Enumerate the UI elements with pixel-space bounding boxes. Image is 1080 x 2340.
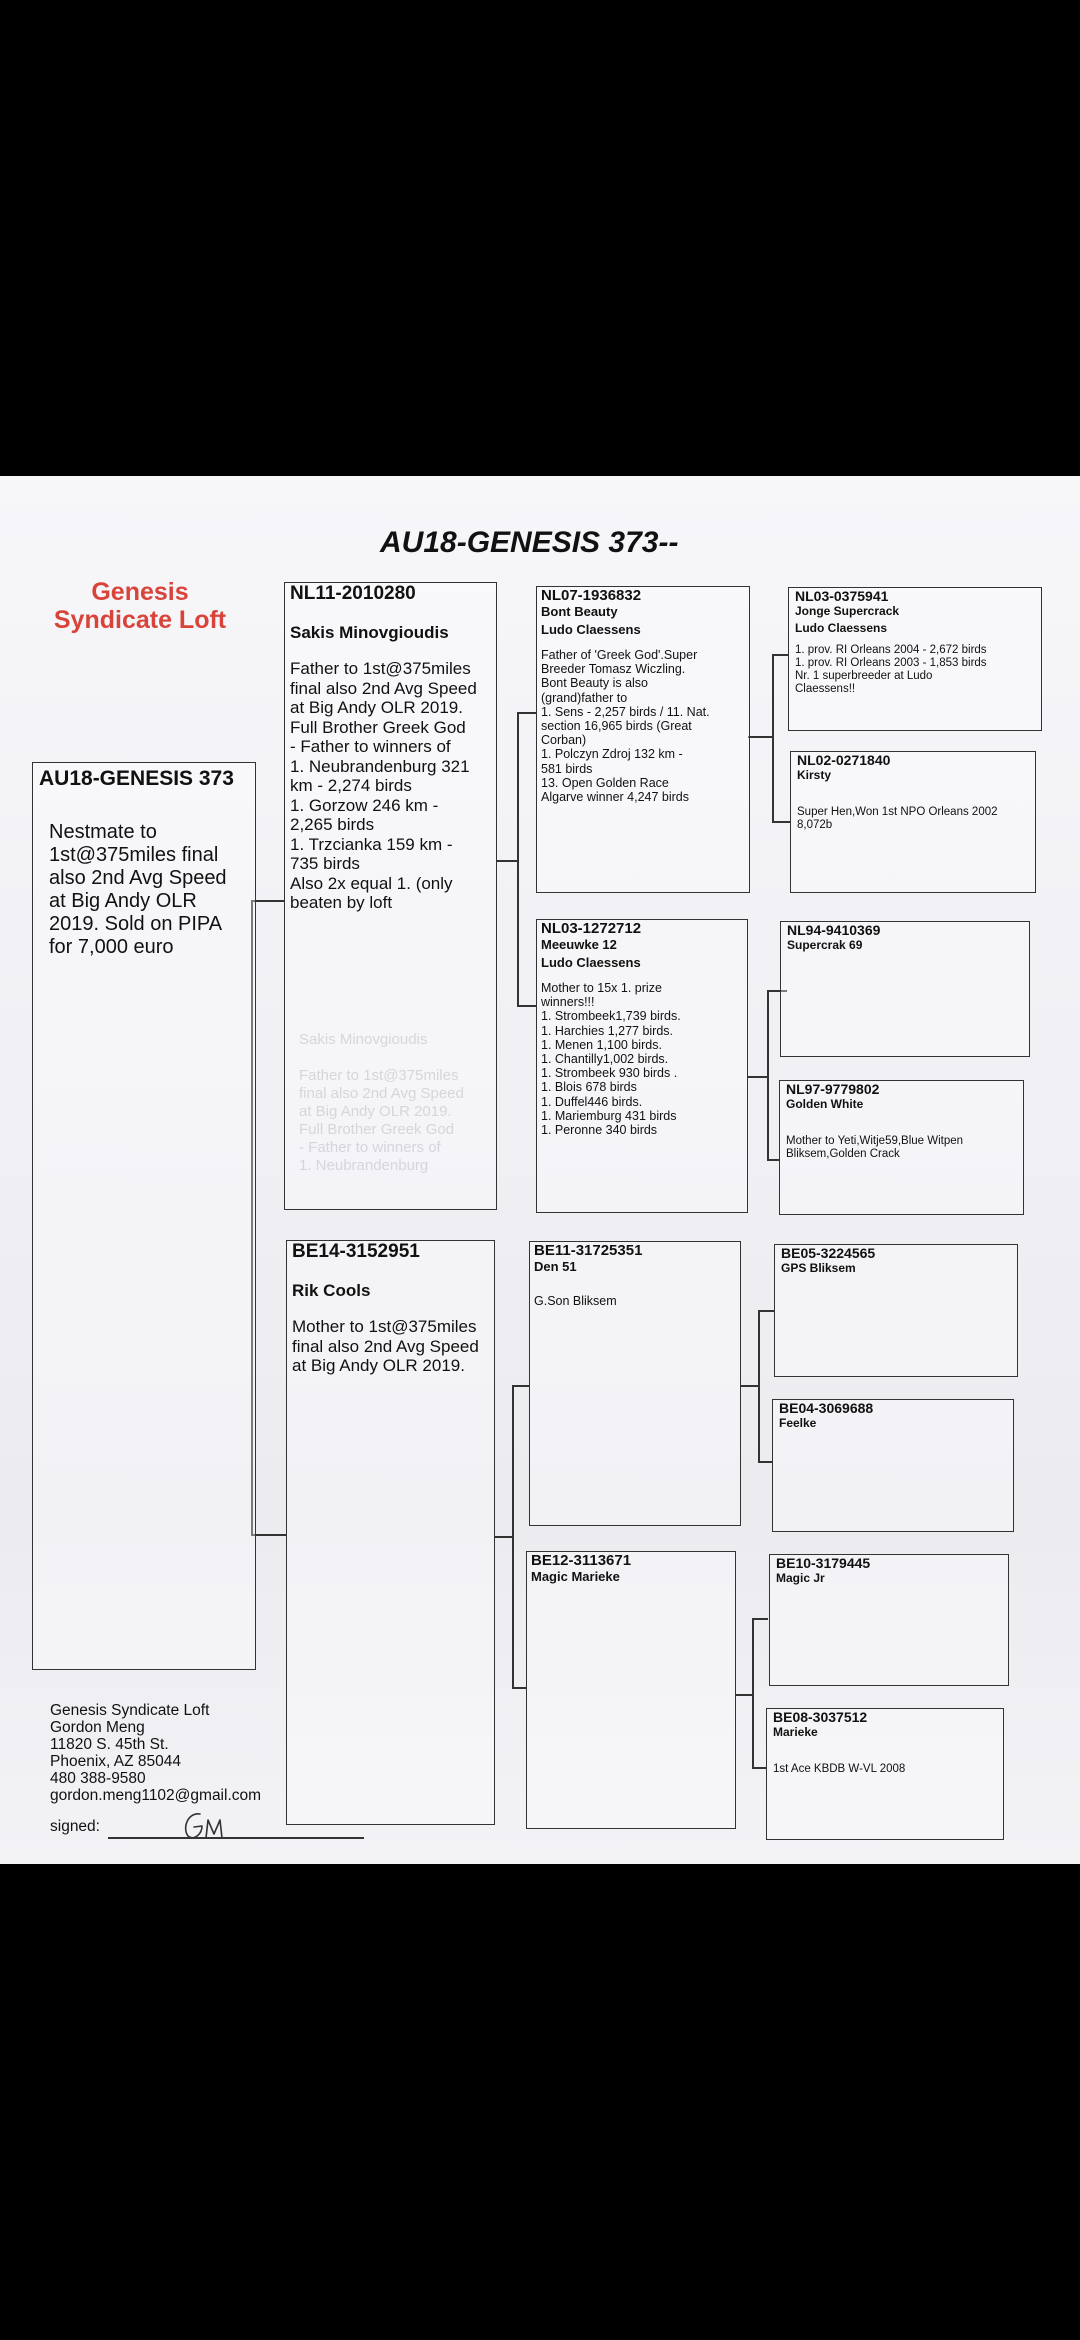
great-grandparent-ring-number: BE05-3224565	[781, 1245, 876, 1261]
great-grandparent-card	[774, 1244, 1018, 1377]
great-grandparent-ring-number: NL02-0271840	[797, 752, 891, 768]
connector	[251, 900, 285, 902]
grandparent-breeder: Ludo Claessens	[541, 622, 641, 637]
loft-name: Genesis Syndicate Loft	[53, 578, 227, 634]
grandparent-description: Mother to 15x 1. prize winners!!! 1. Strombeek1,739 birds. 1. Harchies 1,277 birds. 1. Menen 1,100 birds. 1. Chantilly1,002 birds. 1. Strombeek 930 birds . 1. Blois 678 birds 1. Duffel446 birds. 1. Mariemburg 431 birds 1. Peronne 340 birds	[541, 981, 681, 1138]
great-grandparent-description: Super Hen,Won 1st NPO Orleans 2002 8,072b	[797, 806, 998, 831]
great-grandparent-breeder: Ludo Claessens	[795, 621, 888, 635]
great-grandparent-ring-number: NL97-9779802	[786, 1081, 880, 1097]
connector	[752, 1767, 766, 1769]
sire-ring-number: NL11-2010280	[290, 583, 416, 604]
grandparent-description: Father of 'Greek God'.Super Breeder Tomasz Wiczling. Bont Beauty is also (grand)father to 1. Sens - 2,257 birds / 11. Nat. section 16,965 birds (Great Corban) 1. Polczyn Zdroj 132 km - 581 birds 13. Open Golden Race Algarve winner 4,247 birds	[541, 648, 710, 805]
pigeon-card	[32, 762, 256, 1670]
great-grandparent-name: Jonge Supercrack	[795, 604, 900, 618]
grandparent-card	[536, 586, 750, 893]
great-grandparent-name: Golden White	[786, 1097, 864, 1111]
connector	[517, 712, 537, 714]
connector	[758, 1461, 772, 1463]
great-grandparent-ring-number: BE08-3037512	[773, 1709, 868, 1725]
great-grandparent-ring-number: BE04-3069688	[779, 1400, 874, 1416]
grandparent-card	[526, 1551, 736, 1829]
connector	[752, 1618, 754, 1768]
grandparent-name: Den 51	[534, 1259, 577, 1274]
great-grandparent-ring-number: BE10-3179445	[776, 1555, 871, 1571]
pigeon-description: Nestmate to 1st@375miles final also 2nd Avg Speed at Big Andy OLR 2019. Sold on PIPA for 7,000 euro	[49, 821, 227, 958]
great-grandparent-ring-number: NL94-9410369	[787, 922, 881, 938]
owner-address: Genesis Syndicate Loft Gordon Meng 11820 S. 45th St. Phoenix, AZ 85044 480 388-9580 gordon.meng1102@gmail.com	[50, 1702, 262, 1804]
connector	[251, 1534, 287, 1536]
connector	[741, 1385, 759, 1387]
grandparent-ring-number: NL07-1936832	[541, 587, 642, 604]
connector	[517, 712, 519, 1006]
great-grandparent-card	[790, 751, 1036, 893]
grandparent-name: Magic Marieke	[531, 1569, 620, 1584]
grandparent-ring-number: BE12-3113671	[531, 1552, 632, 1569]
great-grandparent-name: GPS Bliksem	[781, 1261, 856, 1275]
connector	[767, 1159, 779, 1161]
great-grandparent-name: Supercrak 69	[787, 938, 863, 952]
grandparent-breeder: Ludo Claessens	[541, 955, 641, 970]
dam-description: Mother to 1st@375miles final also 2nd Avg Speed at Big Andy OLR 2019.	[292, 1317, 479, 1375]
great-grandparent-card	[772, 1399, 1014, 1532]
great-grandparent-card	[779, 1080, 1024, 1215]
grandparent-card	[536, 919, 748, 1213]
sire-card	[284, 582, 497, 1210]
great-grandparent-name: Magic Jr	[776, 1571, 825, 1585]
great-grandparent-name: Feelke	[779, 1416, 817, 1430]
great-grandparent-description: 1st Ace KBDB W-VL 2008	[773, 1763, 906, 1775]
sire-description: Father to 1st@375miles final also 2nd Avg Speed at Big Andy OLR 2019. Full Brother Greek God - Father to winners of 1. Neubrandenburg 321 km - 2,274 birds 1. Gorzow 246 km - 2,265 birds 1. Trzcianka 159 km - 735 birds Also 2x equal 1. (only beaten by loft	[290, 659, 477, 912]
great-grandparent-card	[766, 1708, 1004, 1840]
connector	[758, 1310, 774, 1312]
connector	[767, 990, 769, 1160]
connector	[772, 821, 790, 823]
grandparent-ring-number: NL03-1272712	[541, 920, 642, 937]
great-grandparent-ring-number: NL03-0375941	[795, 588, 889, 604]
document-title: AU18-GENESIS 373--	[380, 526, 679, 559]
grandparent-name: Meeuwke 12	[541, 937, 617, 952]
connector	[495, 1536, 513, 1538]
connector	[772, 654, 788, 656]
signed-label: signed:	[50, 1818, 100, 1835]
connector	[748, 736, 773, 738]
connector	[517, 1005, 537, 1007]
connector	[497, 860, 518, 862]
great-grandparent-description: 1. prov. RI Orleans 2004 - 2,672 birds 1. prov. RI Orleans 2003 - 1,853 birds Nr. 1 superbreeder at Ludo Claessens!!	[795, 644, 987, 695]
great-grandparent-name: Marieke	[773, 1725, 818, 1739]
connector	[772, 654, 774, 822]
connector	[512, 1385, 529, 1387]
connector	[512, 1687, 527, 1689]
dam-ring-number: BE14-3152951	[292, 1241, 420, 1262]
great-grandparent-card	[780, 921, 1030, 1057]
great-grandparent-name: Kirsty	[797, 768, 832, 782]
handwritten-signature	[178, 1808, 238, 1842]
connector	[736, 1694, 753, 1696]
pigeon-ring-number: AU18-GENESIS 373	[39, 767, 234, 790]
great-grandparent-card	[788, 587, 1042, 731]
dam-card	[286, 1240, 495, 1825]
connector	[748, 1076, 768, 1078]
connector	[752, 1618, 768, 1620]
grandparent-ring-number: BE11-31725351	[534, 1242, 643, 1259]
grandparent-card	[529, 1241, 741, 1526]
grandparent-name: Bont Beauty	[541, 604, 618, 619]
faded-show-through: Sakis Minovgioudis Father to 1st@375miles final also 2nd Avg Speed at Big Andy OLR 2019. Full Brother Greek God - Father to winners of 1. Neubrandenburg	[299, 1031, 464, 1174]
great-grandparent-card	[769, 1554, 1009, 1686]
sire-name: Sakis Minovgioudis	[290, 623, 449, 642]
great-grandparent-description: Mother to Yeti,Witje59,Blue Witpen Bliksem,Golden Crack	[786, 1135, 964, 1160]
grandparent-description: G.Son Bliksem	[534, 1294, 617, 1308]
dam-name: Rik Cools	[292, 1281, 371, 1300]
